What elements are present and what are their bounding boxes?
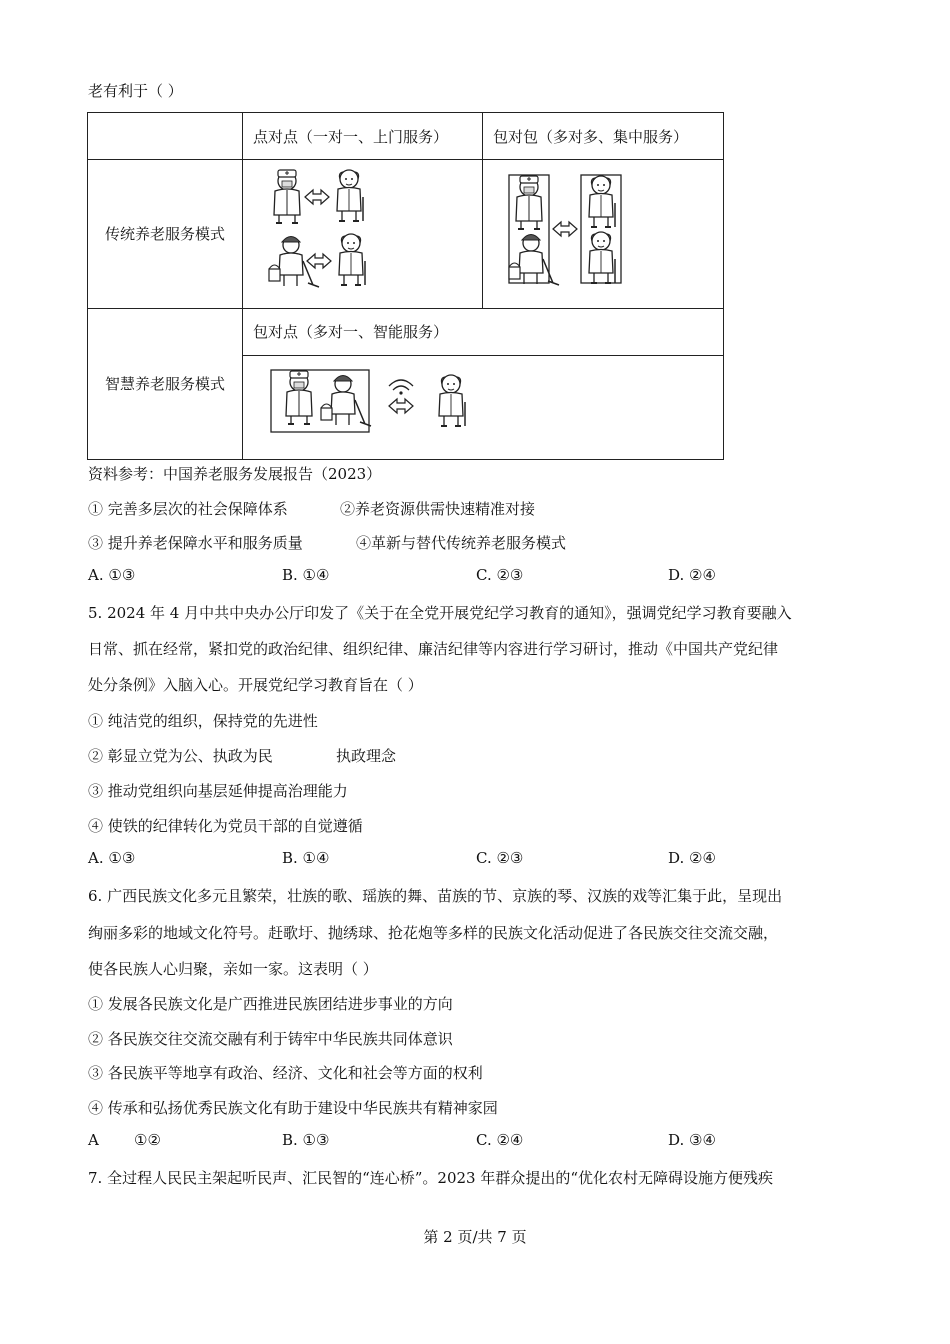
pack-to-point-illustration [243,356,721,458]
double-arrow-icon [389,399,413,413]
elderly-care-comparison-table [87,112,724,460]
question-stem-tail: 老有利于（ ） [88,82,183,100]
q4-statement-1: ① 完善多层次的社会保障体系 [88,500,288,518]
q5-option-b[interactable]: B. ①④ [282,849,330,867]
q5-option-c[interactable]: C. ②③ [476,849,524,867]
figure-point-to-point [243,160,483,308]
elderly-person-icon [439,375,465,426]
q6-option-a[interactable]: A [88,1131,99,1149]
source-note: 资料参考：中国养老服务发展报告（2023） [88,465,382,483]
caregiver-doctor-icon [516,176,542,229]
q6-option-d[interactable]: D. ③④ [668,1131,716,1149]
q4-statements-row-2 [88,532,788,554]
elderly-person-icon [339,234,365,285]
double-arrow-icon [553,222,577,236]
q6-text-line-2: 绚丽多彩的地域文化符号。赶歌圩、抛绣球、抢花炮等多样的民族文化活动促进了各民族交往交流交融， [88,924,779,942]
q5-text-line-3: 处分条例》入脑入心。开展党纪学习教育旨在（ ） [88,676,423,694]
q5-options [88,849,788,871]
caregiver-doctor-icon [286,371,312,424]
q6-text-line-1: 6. 广西民族文化多元且繁荣，壮族的歌、瑶族的舞、苗族的节、京族的琴、汉族的戏等汇集于此，呈现出 [88,887,783,905]
q4-statement-3: ③ 提升养老保障水平和服务质量 [88,534,303,552]
double-arrow-icon [307,254,331,268]
q5-statement-2-tail: 执政理念 [336,747,397,765]
q5-text-line-1: 5. 2024 年 4 月中共中央办公厅印发了《关于在全党开展党纪学习教育的通知》，强调党纪学习教育要融入 [88,604,792,622]
figure-pack-to-pack [483,160,724,308]
q6-statement-2: ② 各民族交往交流交融有利于铸牢中华民族共同体意识 [88,1030,453,1048]
point-to-point-illustration [243,161,481,307]
q4-option-d[interactable]: D. ②④ [668,566,716,584]
q6-option-b[interactable]: B. ①③ [282,1131,330,1149]
caregiver-cleaner-icon [321,376,371,427]
q5-text-line-2: 日常、抓在经常，紧扣党的政治纪律、组织纪律、廉洁纪律等内容进行学习研讨，推动《中国共产党纪律 [88,640,779,658]
q5-option-d[interactable]: D. ②④ [668,849,716,867]
q4-options [88,566,788,588]
q4-option-c[interactable]: C. ②③ [476,566,524,584]
q6-options [88,1131,788,1153]
q6-option-a-value[interactable]: ①② [134,1131,161,1149]
q5-statement-1: ① 纯洁党的组织，保持党的先进性 [88,712,318,730]
row-header-traditional: 传统养老服务模式 [88,160,243,308]
row-header-smart: 智慧养老服务模式 [88,308,243,459]
elderly-person-icon [337,170,363,221]
elderly-person-icon [589,232,615,283]
q4-statement-4: ④革新与替代传统养老服务模式 [356,534,567,552]
col-header-point: 点对点（一对一、上门服务） [243,113,483,160]
q7-text-line-1: 7. 全过程人民民主架起听民声、汇民智的“连心桥”。2023 年群众提出的“优化农村无障碍设施方便残疾 [88,1169,774,1187]
pack-to-pack-illustration [483,161,721,307]
q4-option-a[interactable]: A. ①③ [88,566,136,584]
col-header-pack: 包对包（多对多、集中服务） [483,113,724,160]
double-arrow-icon [305,190,329,204]
page-footer: 第 2 页/共 7 页 [423,1228,527,1246]
q6-option-c[interactable]: C. ②④ [476,1131,524,1149]
q6-text-line-3: 使各民族人心归聚，亲如一家。这表明（ ） [88,960,378,978]
q5-statement-2-row [88,745,788,767]
elderly-person-icon [589,176,615,227]
q6-statement-1: ① 发展各民族文化是广西推进民族团结进步事业的方向 [88,995,453,1013]
caregiver-doctor-icon [274,170,300,223]
q6-statement-3: ③ 各民族平等地享有政治、经济、文化和社会等方面的权利 [88,1064,483,1082]
q5-option-a[interactable]: A. ①③ [88,849,136,867]
figure-pack-to-point [243,355,724,459]
q4-option-b[interactable]: B. ①④ [282,566,330,584]
q5-statement-2: ② 彰显立党为公、执政为民 [88,747,273,765]
table-corner-cell [88,113,243,160]
smart-subheader: 包对点（多对一、智能服务） [243,308,724,355]
caregiver-cleaner-icon [509,234,559,285]
q6-statement-4: ④ 传承和弘扬优秀民族文化有助于建设中华民族共有精神家园 [88,1099,498,1117]
wireless-signal-icon [389,380,413,390]
q5-statement-4: ④ 使铁的纪律转化为党员干部的自觉遵循 [88,817,363,835]
q4-statement-2: ②养老资源供需快速精准对接 [340,500,536,518]
q5-statement-3: ③ 推动党组织向基层延伸提高治理能力 [88,782,348,800]
q4-statements-row-1 [88,498,788,520]
